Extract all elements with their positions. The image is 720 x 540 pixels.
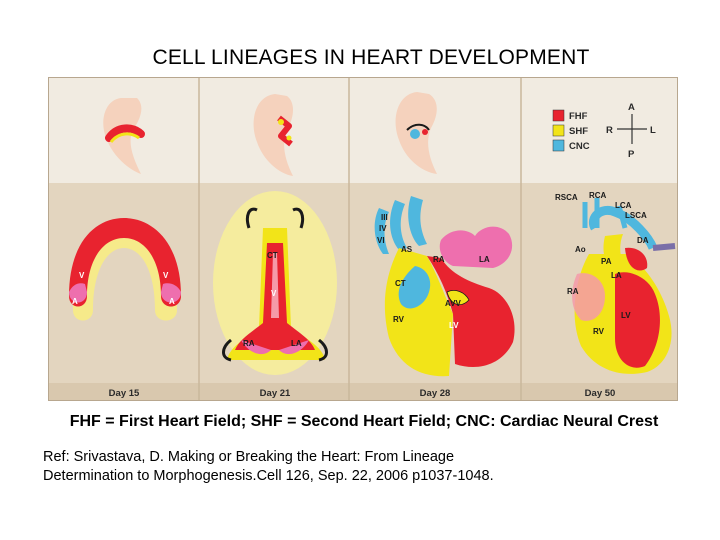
label-ct-day21: CT	[267, 251, 278, 260]
label-iii: III	[381, 213, 388, 222]
compass-posterior: P	[628, 149, 635, 160]
day-label-28: Day 28	[419, 388, 451, 399]
label-ra-day28: RA	[433, 255, 445, 264]
label-v-left: V	[79, 271, 85, 280]
reference-line-2: Determination to Morphogenesis.Cell 126, Sep. 22, 2006 p1037-1048.	[43, 468, 494, 484]
legend-label-shf: SHF	[569, 126, 588, 137]
label-lv-day50: LV	[621, 311, 631, 320]
compass-left: L	[650, 125, 656, 136]
label-la-day21: LA	[291, 339, 302, 348]
day-label-15: Day 15	[108, 388, 140, 399]
label-lca: LCA	[615, 201, 632, 210]
label-v-day21: V	[271, 289, 277, 298]
label-vi: VI	[377, 236, 385, 245]
legend-item-shf	[553, 125, 588, 137]
heart-tube-day21	[213, 191, 337, 375]
reference-citation	[43, 448, 683, 486]
label-ra-day21: RA	[243, 339, 255, 348]
legend-item-fhf	[553, 110, 588, 122]
slide-title: CELL LINEAGES IN HEART DEVELOPMENT	[152, 46, 590, 69]
label-ct-day28: CT	[395, 279, 406, 288]
label-a-right: A	[169, 297, 175, 306]
reference-line-1: Ref: Srivastava, D. Making or Breaking the Heart: From Lineage	[43, 449, 455, 465]
label-v-right: V	[163, 271, 169, 280]
label-pa: PA	[601, 257, 612, 266]
label-ao: Ao	[575, 245, 586, 254]
label-da: DA	[637, 236, 649, 245]
label-avv: AVV	[445, 299, 461, 308]
label-la-day28: LA	[479, 255, 490, 264]
compass-right: R	[606, 125, 613, 136]
label-rsca: RSCA	[555, 193, 578, 202]
compass-anterior: A	[628, 102, 635, 113]
label-rca: RCA	[589, 191, 607, 200]
legend-label-fhf: FHF	[569, 111, 588, 122]
label-as: AS	[401, 245, 413, 254]
heart-development-figure	[48, 77, 678, 401]
legend-item-cnc	[553, 140, 590, 152]
lineage-legend	[553, 110, 590, 152]
day-label-21: Day 21	[259, 388, 291, 399]
day-label-50: Day 50	[584, 388, 616, 399]
label-lv-day28: LV	[449, 321, 459, 330]
abbreviations-caption: FHF = First Heart Field; SHF = Second Heart Field; CNC: Cardiac Neural Crest	[69, 413, 659, 430]
legend-label-cnc: CNC	[569, 141, 590, 152]
label-la-day50: LA	[611, 271, 622, 280]
label-rv-day50: RV	[593, 327, 604, 336]
label-ra-day50: RA	[567, 287, 579, 296]
label-a-left: A	[72, 297, 78, 306]
label-iv: IV	[379, 224, 387, 233]
label-lsca: LSCA	[625, 211, 647, 220]
label-rv-day28: RV	[393, 315, 404, 324]
